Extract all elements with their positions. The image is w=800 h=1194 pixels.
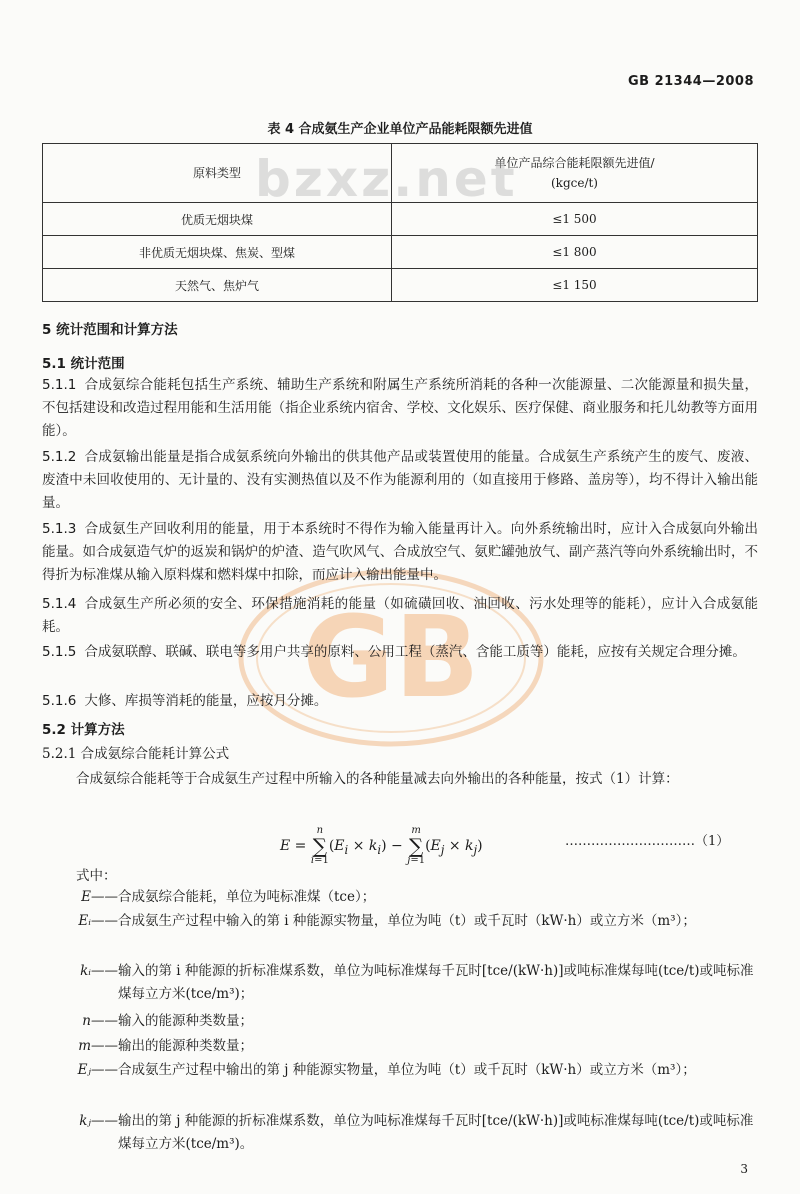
var-symbol: kᵢ—— xyxy=(80,963,118,979)
table-row xyxy=(43,269,758,302)
value-cell: ≤1 800 xyxy=(392,236,758,269)
var-symbol: Eᵢ—— xyxy=(78,913,118,929)
var-definition: 输入的第 i 种能源的折标准煤系数，单位为吨标准煤每千瓦时[tce/(kW·h)]或吨标准煤每吨(tce/t)或吨标准煤每立方米(tce/m³)； xyxy=(118,963,754,1002)
section-5-2-heading: 5.2 计算方法 xyxy=(42,722,125,738)
var-definition: 合成氨生产过程中输入的第 i 种能源实物量，单位为吨（t）或千瓦时（kW·h）或立方米（m³）； xyxy=(118,913,696,929)
page-number: 3 xyxy=(740,1162,748,1176)
clause-5-1-2 xyxy=(42,446,758,515)
equation-number: …………………………（1） xyxy=(565,834,730,849)
clause-number: 5.1.4 xyxy=(42,596,77,612)
section-5-1-heading: 5.1 统计范围 xyxy=(42,356,125,372)
var-ki xyxy=(42,960,758,1006)
clause-number: 5.1.6 xyxy=(42,693,77,709)
material-cell: 非优质无烟块煤、焦炭、型煤 xyxy=(43,236,392,269)
formula-1: E = n ∑ $i=1(E_i \times k_i) - m$ ∑ $j=1(E_j \times k_j)$ xyxy=(280,825,483,866)
clause-number: 5.1.1 xyxy=(42,377,77,393)
table-caption: 表 4 合成氨生产企业单位产品能耗限额先进值 xyxy=(267,122,533,137)
col-header-material: 原料类型 xyxy=(43,144,392,203)
var-symbol: kⱼ—— xyxy=(79,1113,118,1129)
col-header-value-line2: (kgce/t) xyxy=(550,176,598,190)
var-Ej xyxy=(42,1059,758,1082)
var-definition: 输出的第 j 种能源的折标准煤系数，单位为吨标准煤每千瓦时[tce/(kW·h)]或吨标准煤每吨(tce/t)或吨标准煤每立方米(tce/m³)。 xyxy=(118,1113,754,1152)
value-cell: ≤1 150 xyxy=(392,269,758,302)
clause-text: 合成氨输出能量是指合成氨系统向外输出的供其他产品或装置使用的能量。合成氨生产系统产生的废气、废液、废渣中未回收使用的、无计量的、没有实测热值以及不作为能源利用的（如直接用于修路、盖房等），均不得计入输出能量。 xyxy=(42,449,758,511)
var-Ei xyxy=(42,910,758,933)
clause-text: 合成氨生产所必须的安全、环保措施消耗的能量（如硫磺回收、油回收、污水处理等的能耗），应计入合成氨能耗。 xyxy=(42,596,758,635)
table-row xyxy=(43,236,758,269)
material-cell: 优质无烟块煤 xyxy=(43,203,392,236)
section-5-2-1-heading: 5.2.1 合成氨综合能耗计算公式 xyxy=(42,746,230,762)
clause-5-1-5 xyxy=(42,641,758,664)
clause-5-1-6 xyxy=(42,690,758,713)
col-header-value-line1: 单位产品综合能耗限额先进值/ xyxy=(494,156,655,170)
var-symbol: n—— xyxy=(82,1013,118,1029)
var-symbol: m—— xyxy=(78,1038,118,1054)
clause-text: 合成氨联醇、联碱、联电等多用户共享的原料、公用工程（蒸汽、含能工质等）能耗，应按有关规定合理分摊。 xyxy=(84,644,746,660)
section-5-heading: 5 统计范围和计算方法 xyxy=(42,322,178,338)
var-definition: 输出的能源种类数量； xyxy=(118,1038,253,1054)
var-definition: 合成氨综合能耗，单位为吨标准煤（tce）； xyxy=(118,889,376,905)
material-cell: 天然气、焦炉气 xyxy=(43,269,392,302)
var-definition: 输入的能源种类数量； xyxy=(118,1013,253,1029)
clause-number: 5.1.5 xyxy=(42,644,77,660)
seal-text: GB xyxy=(302,593,480,723)
var-m xyxy=(42,1035,758,1058)
clause-text: 合成氨生产回收利用的能量，用于本系统时不得作为输入能量再计入。向外系统输出时，应计入合成氨向外输出能量。如合成氨造气炉的返炭和锅炉的炉渣、造气吹风气、合成放空气、氨贮罐弛放气、副产蒸汽等向外系统输出时，不得折为标准煤从输入原料煤和燃料煤中扣除，而应计入输出能量中。 xyxy=(42,521,758,583)
clause-5-1-1 xyxy=(42,374,758,443)
formula-intro: 合成氨综合能耗等于合成氨生产过程中所输入的各种能量减去向外输出的各种能量，按式（1）计算： xyxy=(76,771,679,787)
clause-number: 5.1.2 xyxy=(42,449,77,465)
var-symbol: Eⱼ—— xyxy=(77,1062,118,1078)
clause-text: 大修、库损等消耗的能量，应按月分摊。 xyxy=(84,693,328,709)
site-watermark: bzxz.net xyxy=(255,150,518,208)
value-cell: ≤1 500 xyxy=(392,203,758,236)
clause-text: 合成氨综合能耗包括生产系统、辅助生产系统和附属生产系统所消耗的各种一次能源量、二次能源量和损失量，不包括建设和改造过程用能和生活用能（指企业系统内宿舍、学校、文化娱乐、医疗保健、商业服务和托儿幼教等方面用能）。 xyxy=(42,377,758,439)
clause-number: 5.1.3 xyxy=(42,521,77,537)
where-label: 式中： xyxy=(76,868,117,884)
var-n xyxy=(42,1010,758,1033)
var-kj xyxy=(42,1110,758,1156)
standard-number: GB 21344—2008 xyxy=(627,74,754,89)
var-symbol: E—— xyxy=(81,889,118,905)
var-E xyxy=(42,886,758,909)
clause-5-1-3 xyxy=(42,518,758,587)
var-definition: 合成氨生产过程中输出的第 j 种能源实物量，单位为吨（t）或千瓦时（kW·h）或立方米（m³）； xyxy=(118,1062,696,1078)
clause-5-1-4 xyxy=(42,593,758,639)
